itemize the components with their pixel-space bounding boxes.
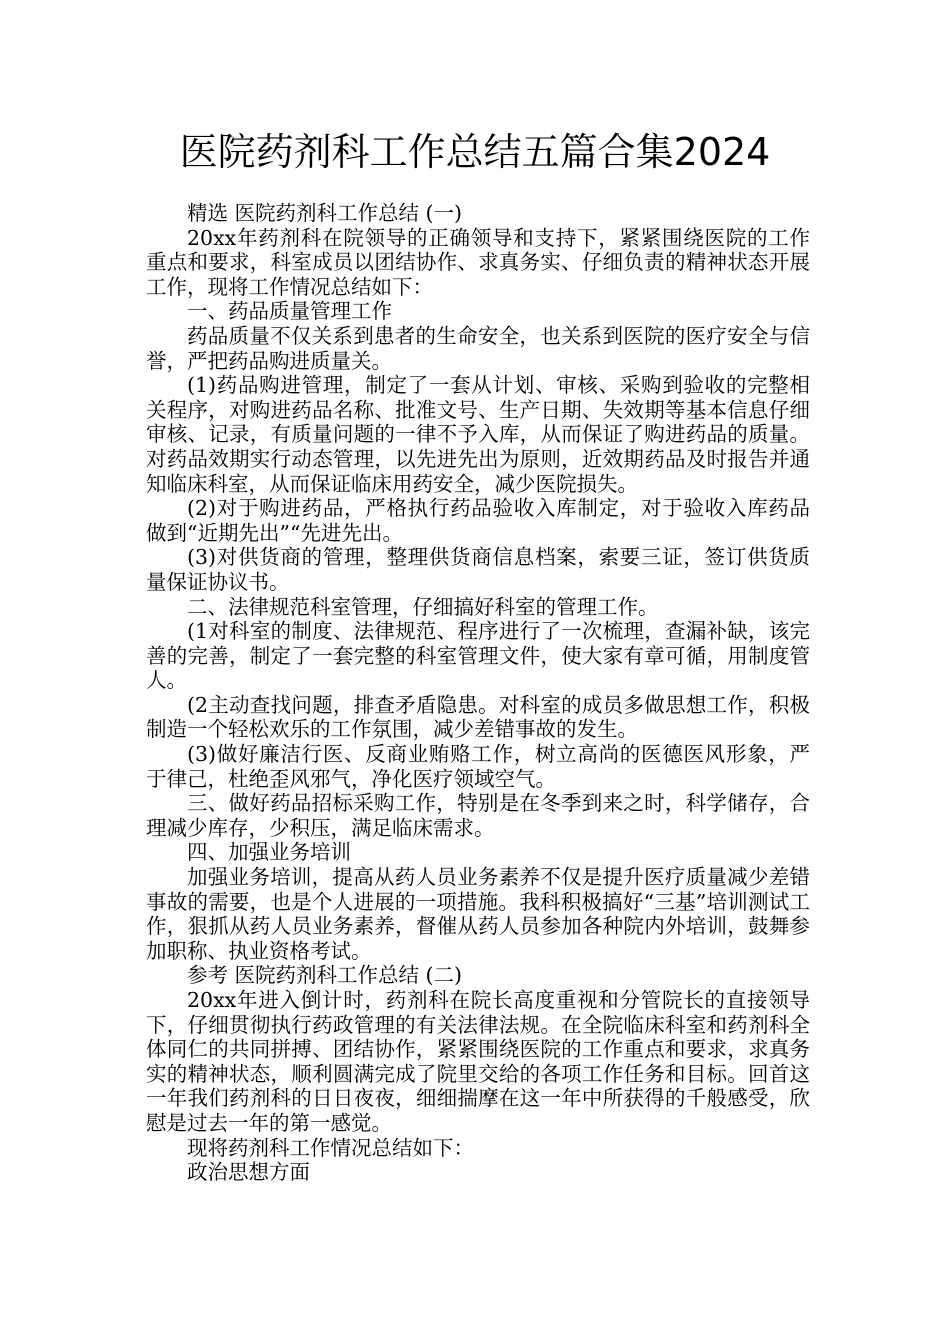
paragraph: (3)做好廉洁行医、反商业贿赂工作，树立高尚的医德医风形象，严于律己，杜绝歪风邪气，净化医疗领域空气。 bbox=[146, 742, 810, 791]
paragraph: 20xx年进入倒计时，药剂科在院长高度重视和分管院长的直接领导下，仔细贯彻执行药政管理的有关法律法规。在全院临床科室和药剂科全体同仁的共同拼搏、团结协作，紧紧围绕医院的工作重点和要求，求真务实的精神状态，顺利圆满完成了院里交给的各项工作任务和目标。回首这一年我们药剂科的日日夜夜，细细揣摩在这一年中所获得的千般感受，欣慰是过去一年的第一感觉。 bbox=[146, 988, 810, 1135]
paragraph: (2主动查找问题，排查矛盾隐患。对科室的成员多做思想工作，积极制造一个轻松欢乐的工作氛围，减少差错事故的发生。 bbox=[146, 692, 810, 742]
paragraph: (2)对于购进药品，严格执行药品验收入库制定，对于验收入库药品做到“近期先出”“先进先出。 bbox=[146, 496, 810, 545]
paragraph: 三、做好药品招标采购工作，特别是在冬季到来之时，科学储存，合理减少库存，少积压，满足临床需求。 bbox=[146, 791, 810, 840]
paragraph: 加强业务培训，提高从药人员业务素养不仅是提升医疗质量减少差错事故的需要，也是个人进展的一项措施。我科积极搞好“三基”培训测试工作，狠抓从药人员业务素养，督催从药人员参加各种院内外培训，鼓舞参加职称、执业资格考试。 bbox=[146, 865, 810, 963]
document-body bbox=[146, 201, 810, 1185]
paragraph: 现将药剂科工作情况总结如下： bbox=[187, 1135, 474, 1160]
paragraph: (1对科室的制度、法律规范、程序进行了一次梳理，查漏补缺，该完善的完善，制定了一套完整的科室管理文件，使大家有章可循，用制度管人。 bbox=[146, 619, 810, 693]
paragraph: 一、药品质量管理工作 bbox=[187, 299, 392, 324]
paragraph: 20xx年药剂科在院领导的正确领导和支持下，紧紧围绕医院的工作重点和要求，科室成员以团结协作、求真务实、仔细负责的精神状态开展工作，现将工作情况总结如下： bbox=[146, 225, 810, 299]
paragraph: 政治思想方面 bbox=[187, 1160, 310, 1185]
paragraph: 二、法律规范科室管理，仔细搞好科室的管理工作。 bbox=[187, 594, 659, 619]
paragraph: 精选 医院药剂科工作总结 (一) bbox=[187, 201, 463, 225]
paragraph: (1)药品购进管理，制定了一套从计划、审核、采购到验收的完整相关程序，对购进药品名称、批准文号、生产日期、失效期等基本信息仔细审核、记录，有质量问题的一律不予入库，从而保证了购进药品的质量。对药品效期实行动态管理，以先进先出为原则，近效期药品及时报告并通知临床科室，从而保证临床用药安全，减少医院损失。 bbox=[146, 373, 810, 496]
document-title: 医院药剂科工作总结五篇合集2024 bbox=[179, 130, 771, 174]
paragraph: 四、加强业务培训 bbox=[187, 840, 351, 865]
paragraph: 参考 医院药剂科工作总结 (二) bbox=[187, 963, 463, 988]
paragraph: 药品质量不仅关系到患者的生命安全，也关系到医院的医疗安全与信誉，严把药品购进质量关。 bbox=[146, 323, 810, 373]
paragraph: (3)对供货商的管理，整理供货商信息档案，索要三证，签订供货质量保证协议书。 bbox=[146, 545, 810, 594]
